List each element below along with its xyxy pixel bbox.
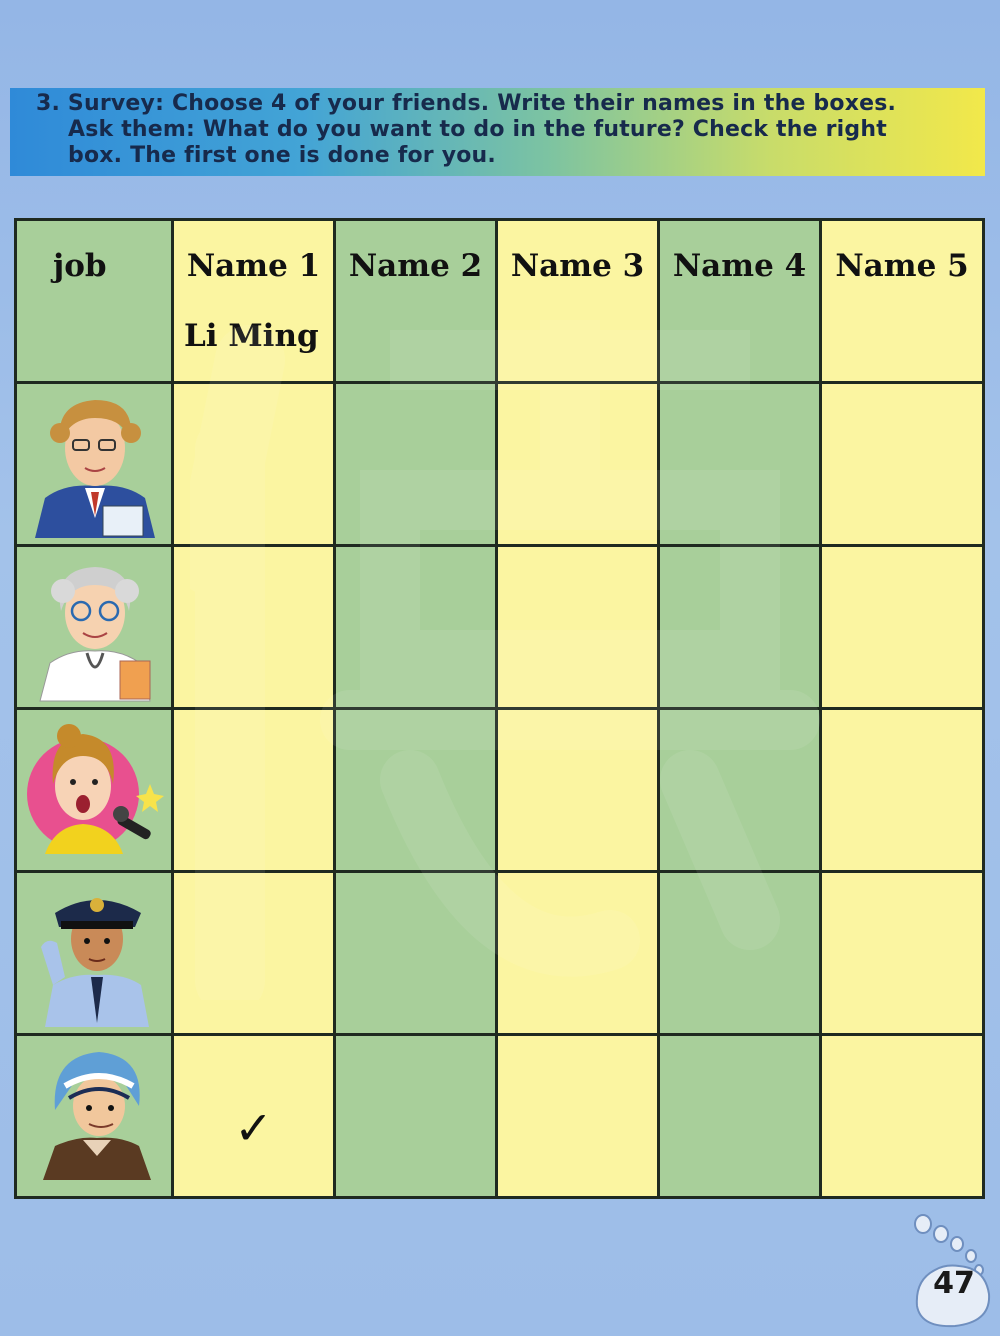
job-cell-teacher: [16, 383, 173, 546]
check-cell[interactable]: [821, 709, 984, 872]
name-3-header-label: Name 3: [510, 248, 645, 284]
name-1-value: Li Ming: [184, 318, 319, 354]
check-cell[interactable]: [335, 709, 497, 872]
job-row-singer: [16, 709, 984, 872]
instruction-banner: [10, 88, 985, 176]
check-cell[interactable]: [497, 383, 659, 546]
singer-icon: [25, 714, 175, 869]
check-cell[interactable]: [497, 872, 659, 1035]
check-cell[interactable]: [659, 1035, 821, 1198]
check-cell[interactable]: [335, 383, 497, 546]
name-5-header-label: Name 5: [835, 248, 969, 284]
check-cell[interactable]: [497, 546, 659, 709]
teacher-icon: [25, 388, 165, 543]
job-row-teacher: [16, 383, 984, 546]
job-cell-driver: [16, 1035, 173, 1198]
check-cell[interactable]: [335, 546, 497, 709]
check-cell[interactable]: [335, 1035, 497, 1198]
check-cell[interactable]: [173, 546, 335, 709]
instruction-text: [36, 91, 971, 169]
check-cell[interactable]: [173, 383, 335, 546]
check-cell[interactable]: [497, 1035, 659, 1198]
check-cell[interactable]: [173, 709, 335, 872]
survey-table: [14, 218, 985, 1199]
doctor-icon: [25, 551, 165, 706]
check-cell[interactable]: [659, 546, 821, 709]
check-cell-checked[interactable]: [173, 1035, 335, 1198]
check-cell[interactable]: [821, 546, 984, 709]
check-cell[interactable]: [335, 872, 497, 1035]
job-cell-doctor: [16, 546, 173, 709]
check-cell[interactable]: [821, 1035, 984, 1198]
header-name-4[interactable]: [659, 220, 821, 383]
header-name-1: [173, 220, 335, 383]
check-cell[interactable]: [659, 383, 821, 546]
name-4-header-label: Name 4: [672, 248, 807, 284]
header-name-5[interactable]: [821, 220, 984, 383]
job-row-police-officer: [16, 872, 984, 1035]
header-job: [16, 220, 173, 383]
check-cell[interactable]: [821, 383, 984, 546]
instruction-line-3: box. The first one is done for you.: [68, 143, 496, 168]
page-number: 47: [933, 1266, 975, 1301]
header-name-3[interactable]: [497, 220, 659, 383]
check-cell[interactable]: [821, 872, 984, 1035]
check-cell[interactable]: [173, 872, 335, 1035]
instruction-line-2: Ask them: What do you want to do in the future? Check the right: [68, 117, 887, 142]
job-cell-police-officer: [16, 872, 173, 1035]
job-cell-singer: [16, 709, 173, 872]
police-officer-icon: [25, 877, 165, 1032]
check-cell[interactable]: [659, 709, 821, 872]
instruction-line-1: 3. Survey: Choose 4 of your friends. Write their names in the boxes.: [36, 91, 897, 116]
header-row: [16, 220, 984, 383]
driver-icon: [25, 1040, 165, 1195]
check-mark-icon: ✓: [234, 1100, 273, 1155]
job-row-doctor: [16, 546, 984, 709]
name-1-header-label: Name 1: [186, 248, 321, 284]
header-name-2[interactable]: [335, 220, 497, 383]
job-row-driver: [16, 1035, 984, 1198]
job-header-label: job: [53, 248, 107, 284]
check-cell[interactable]: [659, 872, 821, 1035]
check-cell[interactable]: [497, 709, 659, 872]
name-2-header-label: Name 2: [348, 248, 483, 284]
